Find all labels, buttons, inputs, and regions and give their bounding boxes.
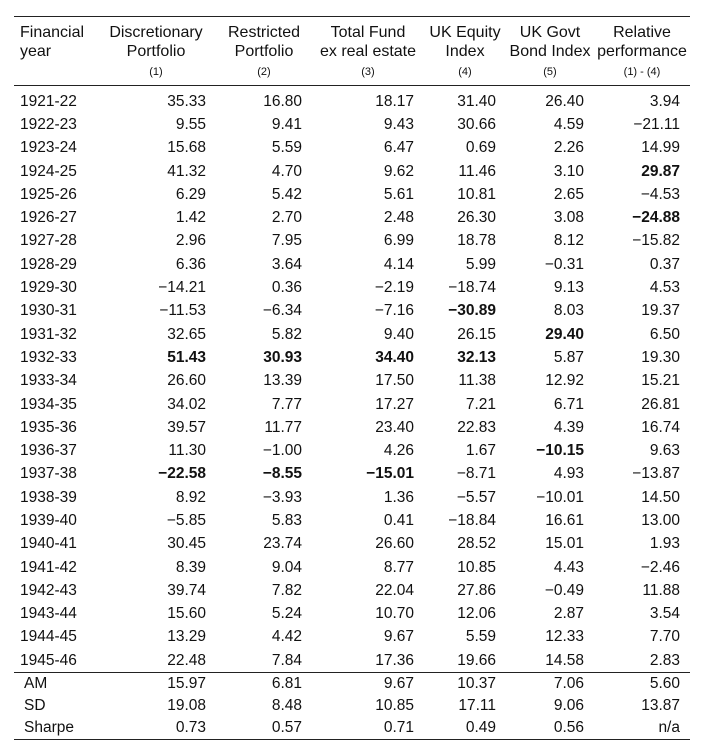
value-cell: 26.30	[457, 209, 496, 227]
value-cell: 1.36	[383, 488, 414, 506]
value-cell: 6.71	[553, 395, 584, 413]
value-cell: 12.06	[457, 605, 496, 623]
value-cell: 26.60	[167, 372, 206, 390]
value-cell: 8.12	[553, 232, 584, 250]
value-cell: −18.84	[448, 511, 496, 529]
year-cell: 1936-37	[20, 442, 77, 460]
returns-table	[14, 16, 690, 740]
header-uk-govt-line2: Bond Index	[509, 43, 591, 60]
summary-value: 5.60	[649, 675, 680, 693]
header-col-index-4: (4)	[458, 66, 472, 78]
value-cell: 4.42	[271, 628, 302, 646]
value-cell: 0.41	[383, 511, 414, 529]
value-cell: −18.74	[448, 279, 496, 297]
header-discretionary-line2: Portfolio	[126, 43, 186, 60]
summary-label: AM	[24, 675, 48, 693]
year-cell: 1932-33	[20, 348, 77, 366]
header-col-index-2: (2)	[257, 66, 271, 78]
value-cell: 15.21	[641, 372, 680, 390]
value-cell: 3.10	[553, 162, 584, 180]
header-col-index-1: (1)	[149, 66, 163, 78]
summary-value: 10.37	[457, 675, 496, 693]
summary-label: Sharpe	[24, 719, 74, 737]
table-row	[14, 556, 690, 579]
value-cell: 4.70	[271, 162, 302, 180]
value-cell: −10.15	[536, 442, 584, 460]
value-cell: 51.43	[167, 348, 206, 366]
value-cell: 16.80	[263, 92, 302, 110]
value-cell: 6.99	[383, 232, 414, 250]
value-cell: −0.49	[544, 581, 584, 599]
year-cell: 1921-22	[20, 92, 77, 110]
summary-value: n/a	[658, 719, 680, 737]
table-row	[14, 370, 690, 393]
table-row	[14, 579, 690, 602]
value-cell: 19.66	[457, 651, 496, 669]
year-cell: 1930-31	[20, 302, 77, 320]
value-cell: 9.41	[271, 115, 302, 133]
value-cell: 11.88	[642, 581, 680, 599]
header-uk-equity: UK Equity	[429, 24, 501, 41]
value-cell: 26.81	[641, 395, 680, 413]
value-cell: 22.83	[457, 418, 496, 436]
year-cell: 1937-38	[20, 465, 77, 483]
value-cell: 34.02	[167, 395, 206, 413]
table-header	[14, 17, 690, 86]
table-row	[14, 300, 690, 323]
value-cell: 0.69	[465, 139, 496, 157]
summary-value: 0.56	[553, 719, 584, 737]
summary-value: 10.85	[375, 697, 414, 715]
summary-value: 9.06	[553, 697, 584, 715]
table-row	[14, 439, 690, 462]
value-cell: 6.47	[383, 139, 414, 157]
year-cell: 1923-24	[20, 139, 77, 157]
value-cell: 30.93	[263, 348, 302, 366]
header-discretionary: Discretionary	[109, 24, 203, 41]
value-cell: 11.77	[264, 418, 302, 436]
value-cell: 8.03	[553, 302, 584, 320]
header-total-fund: Total Fund	[330, 24, 406, 41]
value-cell: 2.48	[383, 209, 414, 227]
value-cell: 3.94	[649, 92, 680, 110]
summary-stats	[14, 673, 690, 740]
table-row	[14, 393, 690, 416]
value-cell: 14.50	[641, 488, 680, 506]
value-cell: 4.26	[383, 442, 414, 460]
value-cell: −14.21	[158, 279, 206, 297]
value-cell: 16.74	[641, 418, 680, 436]
summary-value: 0.71	[383, 719, 414, 737]
value-cell: 8.77	[383, 558, 414, 576]
value-cell: 4.43	[553, 558, 584, 576]
value-cell: 39.57	[167, 418, 206, 436]
value-cell: 2.96	[175, 232, 206, 250]
table-row	[14, 603, 690, 626]
value-cell: 10.81	[457, 185, 496, 203]
table-row	[14, 626, 690, 649]
value-cell: 11.38	[458, 372, 496, 390]
value-cell: 13.00	[641, 511, 680, 529]
summary-value: 9.67	[383, 675, 414, 693]
value-cell: 35.33	[167, 92, 206, 110]
value-cell: 34.40	[375, 348, 414, 366]
value-cell: −15.01	[366, 465, 414, 483]
value-cell: 22.48	[167, 651, 206, 669]
summary-value: 0.57	[271, 719, 302, 737]
header-total-fund-line2: ex real estate	[319, 43, 417, 60]
value-cell: 7.84	[271, 651, 302, 669]
table-row	[14, 137, 690, 160]
value-cell: 12.33	[545, 628, 584, 646]
value-cell: −2.19	[374, 279, 414, 297]
value-cell: 4.53	[649, 279, 680, 297]
value-cell: 5.59	[465, 628, 496, 646]
table-row	[14, 160, 690, 183]
value-cell: 5.59	[271, 139, 302, 157]
year-cell: 1938-39	[20, 488, 77, 506]
value-cell: 39.74	[167, 581, 206, 599]
year-cell: 1927-28	[20, 232, 77, 250]
table-row	[14, 230, 690, 253]
value-cell: 7.70	[649, 628, 680, 646]
value-cell: 5.42	[271, 185, 302, 203]
value-cell: 15.01	[545, 535, 584, 553]
value-cell: 26.15	[457, 325, 496, 343]
value-cell: 6.36	[175, 255, 206, 273]
value-cell: −8.55	[262, 465, 302, 483]
value-cell: −3.93	[262, 488, 302, 506]
table-row	[14, 533, 690, 556]
year-cell: 1940-41	[20, 535, 77, 553]
value-cell: 8.39	[175, 558, 206, 576]
value-cell: 5.87	[553, 348, 584, 366]
value-cell: −6.34	[262, 302, 302, 320]
value-cell: 7.82	[271, 581, 302, 599]
table-row	[14, 649, 690, 673]
value-cell: 28.52	[457, 535, 496, 553]
value-cell: 15.68	[167, 139, 206, 157]
value-cell: 2.26	[553, 139, 584, 157]
value-cell: 41.32	[167, 162, 206, 180]
table-row	[14, 509, 690, 532]
value-cell: −15.82	[632, 232, 680, 250]
value-cell: 4.14	[383, 255, 414, 273]
value-cell: 9.62	[383, 162, 414, 180]
header-financial-year-line2: year	[20, 43, 52, 60]
year-cell: 1924-25	[20, 162, 77, 180]
summary-value: 17.11	[458, 697, 496, 715]
value-cell: −8.71	[456, 465, 496, 483]
table-row	[14, 183, 690, 206]
year-cell: 1939-40	[20, 511, 77, 529]
value-cell: 9.13	[553, 279, 584, 297]
year-cell: 1935-36	[20, 418, 77, 436]
header-restricted-line2: Portfolio	[234, 43, 294, 60]
header-col-index-5: (5)	[543, 66, 557, 78]
value-cell: 6.50	[649, 325, 680, 343]
value-cell: 5.61	[383, 185, 414, 203]
value-cell: −5.85	[166, 511, 206, 529]
year-cell: 1926-27	[20, 209, 77, 227]
table-row	[14, 346, 690, 369]
value-cell: 4.39	[553, 418, 584, 436]
value-cell: 9.04	[271, 558, 302, 576]
value-cell: 1.42	[175, 209, 206, 227]
header-col-index-3: (3)	[361, 66, 375, 78]
value-cell: −22.58	[158, 465, 206, 483]
value-cell: 11.30	[168, 442, 206, 460]
value-cell: 14.58	[545, 651, 584, 669]
table-row	[14, 323, 690, 346]
value-cell: 17.36	[375, 651, 414, 669]
summary-row	[14, 673, 690, 696]
table-body	[14, 86, 690, 673]
value-cell: 4.93	[553, 465, 584, 483]
value-cell: 31.40	[457, 92, 496, 110]
year-cell: 1933-34	[20, 372, 77, 390]
value-cell: 4.59	[553, 115, 584, 133]
summary-value: 13.87	[641, 697, 680, 715]
value-cell: 3.64	[271, 255, 302, 273]
value-cell: 5.82	[271, 325, 302, 343]
value-cell: 32.13	[457, 348, 496, 366]
value-cell: 1.67	[465, 442, 496, 460]
value-cell: −7.16	[374, 302, 414, 320]
value-cell: 16.61	[545, 511, 584, 529]
table-row	[14, 113, 690, 136]
value-cell: −24.88	[632, 209, 680, 227]
header-uk-govt: UK Govt	[519, 24, 581, 41]
year-cell: 1944-45	[20, 628, 77, 646]
summary-value: 0.49	[465, 719, 496, 737]
value-cell: 9.63	[649, 442, 680, 460]
value-cell: 11.46	[458, 162, 496, 180]
year-cell: 1945-46	[20, 651, 77, 669]
value-cell: 17.50	[375, 372, 414, 390]
value-cell: 26.40	[545, 92, 584, 110]
value-cell: 19.37	[641, 302, 680, 320]
summary-value: 6.81	[271, 675, 302, 693]
value-cell: −1.00	[262, 442, 302, 460]
year-cell: 1922-23	[20, 115, 77, 133]
value-cell: 30.66	[457, 115, 496, 133]
year-cell: 1928-29	[20, 255, 77, 273]
value-cell: 6.29	[175, 185, 206, 203]
value-cell: 17.27	[375, 395, 414, 413]
value-cell: 7.95	[271, 232, 302, 250]
value-cell: 9.43	[383, 115, 414, 133]
header-col-index-0	[14, 61, 96, 86]
value-cell: 30.45	[167, 535, 206, 553]
table-row	[14, 463, 690, 486]
value-cell: −10.01	[536, 488, 584, 506]
value-cell: 5.99	[465, 255, 496, 273]
table-row	[14, 416, 690, 439]
value-cell: 12.92	[545, 372, 584, 390]
value-cell: 9.40	[383, 325, 414, 343]
summary-value: 15.97	[167, 675, 206, 693]
value-cell: 9.55	[175, 115, 206, 133]
value-cell: −4.53	[640, 185, 680, 203]
value-cell: 10.70	[375, 605, 414, 623]
header-financial-year: Financial	[20, 24, 85, 41]
value-cell: 9.67	[383, 628, 414, 646]
value-cell: −2.46	[640, 558, 680, 576]
value-cell: 1.93	[649, 535, 680, 553]
value-cell: 2.83	[649, 651, 680, 669]
value-cell: 29.40	[545, 325, 584, 343]
value-cell: 29.87	[641, 162, 680, 180]
summary-label: SD	[24, 697, 46, 715]
summary-row	[14, 695, 690, 717]
value-cell: 8.92	[175, 488, 206, 506]
summary-value: 7.06	[553, 675, 584, 693]
value-cell: 2.65	[553, 185, 584, 203]
value-cell: 5.83	[271, 511, 302, 529]
value-cell: 2.70	[271, 209, 302, 227]
summary-value: 8.48	[271, 697, 302, 715]
value-cell: 23.74	[263, 535, 302, 553]
value-cell: −30.89	[448, 302, 496, 320]
value-cell: 14.99	[641, 139, 680, 157]
year-cell: 1934-35	[20, 395, 77, 413]
summary-value: 19.08	[167, 697, 206, 715]
value-cell: 10.85	[457, 558, 496, 576]
value-cell: 18.78	[457, 232, 496, 250]
table-row	[14, 486, 690, 509]
year-cell: 1931-32	[20, 325, 77, 343]
value-cell: 27.86	[457, 581, 496, 599]
header-restricted: Restricted	[227, 24, 301, 41]
value-cell: 13.29	[167, 628, 206, 646]
value-cell: 26.60	[375, 535, 414, 553]
year-cell: 1929-30	[20, 279, 77, 297]
value-cell: 3.08	[553, 209, 584, 227]
year-cell: 1942-43	[20, 581, 77, 599]
value-cell: 0.36	[271, 279, 302, 297]
value-cell: −21.11	[633, 115, 680, 133]
table-row	[14, 253, 690, 276]
header-uk-equity-line2: Index	[445, 43, 485, 60]
summary-row	[14, 717, 690, 740]
year-cell: 1925-26	[20, 185, 77, 203]
value-cell: −5.57	[456, 488, 496, 506]
value-cell: 7.21	[465, 395, 496, 413]
year-cell: 1943-44	[20, 605, 77, 623]
value-cell: 15.60	[167, 605, 206, 623]
value-cell: 13.39	[263, 372, 302, 390]
summary-value: 0.73	[175, 719, 206, 737]
header-relative: Relative	[613, 24, 671, 41]
value-cell: 23.40	[375, 418, 414, 436]
year-cell: 1941-42	[20, 558, 77, 576]
table-row	[14, 206, 690, 229]
value-cell: −0.31	[544, 255, 584, 273]
value-cell: 0.37	[649, 255, 680, 273]
value-cell: 2.87	[553, 605, 584, 623]
value-cell: −13.87	[632, 465, 680, 483]
value-cell: −11.53	[159, 302, 206, 320]
value-cell: 32.65	[167, 325, 206, 343]
table-row	[14, 276, 690, 299]
header-col-index-6: (1) - (4)	[623, 66, 661, 78]
table-row	[14, 86, 690, 114]
value-cell: 19.30	[641, 348, 680, 366]
value-cell: 5.24	[271, 605, 302, 623]
value-cell: 18.17	[375, 92, 414, 110]
value-cell: 7.77	[271, 395, 302, 413]
header-relative-line2: performance	[597, 43, 687, 60]
value-cell: 3.54	[649, 605, 680, 623]
value-cell: 22.04	[375, 581, 414, 599]
